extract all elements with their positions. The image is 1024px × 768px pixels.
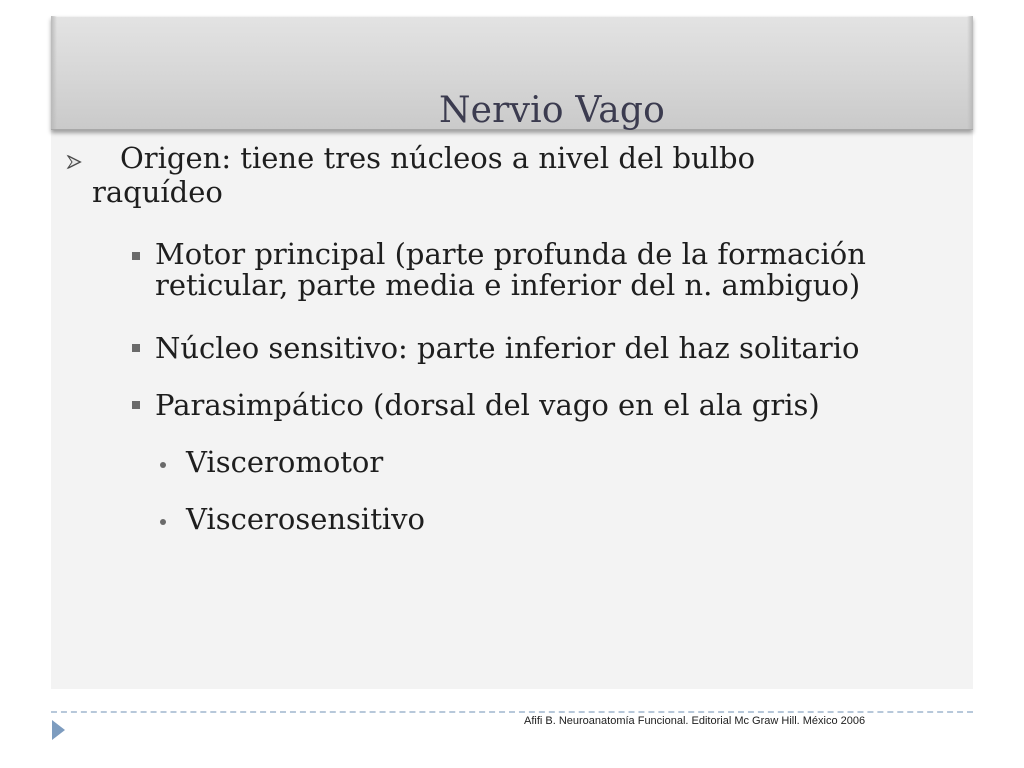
dot-bullet-icon xyxy=(160,519,166,525)
title-bar xyxy=(51,16,973,130)
dot-bullet-icon xyxy=(160,462,166,468)
slide-title: Nervio Vago xyxy=(438,90,666,131)
square-bullet-icon xyxy=(132,401,140,409)
footer-divider xyxy=(51,711,973,713)
footer-citation: Afifi B. Neuroanatomía Funcional. Editorial Mc Graw Hill. México 2006 xyxy=(524,715,866,727)
bullet-origen-line1: Origen: tiene tres núcleos a nivel del bulbo xyxy=(120,141,756,175)
sub-bullet-motor-line1: Motor principal (parte profunda de la formación xyxy=(155,237,866,271)
bullet-origen xyxy=(92,141,852,209)
triangle-arrow-icon xyxy=(50,719,66,741)
sub-bullet-motor xyxy=(155,239,965,301)
square-bullet-icon xyxy=(132,344,140,352)
subsub-bullet-visceromotor: Visceromotor xyxy=(186,445,384,479)
arrowhead-icon xyxy=(66,152,86,172)
subsub-bullet-viscerosensitivo: Viscerosensitivo xyxy=(186,502,425,536)
sub-bullet-motor-line2: reticular, parte media e inferior del n. ambiguo) xyxy=(155,268,861,302)
bullet-origen-line2: raquídeo xyxy=(92,175,223,209)
square-bullet-icon xyxy=(132,252,140,260)
sub-bullet-parasimpatico: Parasimpático (dorsal del vago en el ala gris) xyxy=(155,388,820,422)
sub-bullet-sensitivo: Núcleo sensitivo: parte inferior del haz solitario xyxy=(155,331,860,365)
